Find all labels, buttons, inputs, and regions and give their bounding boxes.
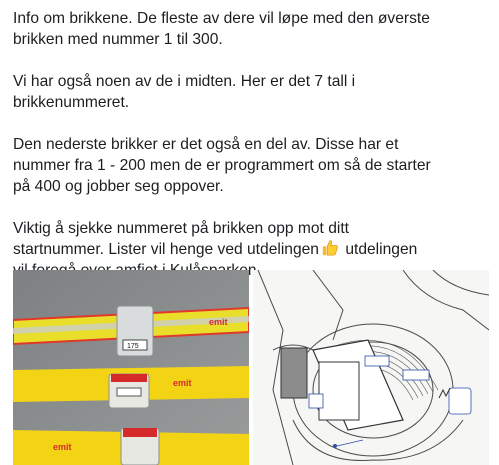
strap-logo: emit bbox=[173, 378, 192, 388]
chip-number: 175 bbox=[127, 343, 139, 350]
post-text bbox=[13, 8, 489, 302]
post-media-grid bbox=[13, 270, 489, 465]
park-map[interactable] bbox=[253, 270, 489, 465]
post-paragraph-4-part1: Viktig å sjekke nummeret på brikken opp mot ditt startnummer. Lister vil henge ved utdelingen bbox=[13, 220, 350, 258]
post-paragraph-2: Vi har også noen av de i midten. Her er det 7 tall i brikkenummeret. bbox=[13, 73, 356, 111]
thumbs-up-icon bbox=[321, 239, 339, 257]
chip-photo[interactable] bbox=[13, 270, 249, 465]
strap-logo: emit bbox=[209, 317, 228, 327]
post-paragraph-3: Den nederste brikker er det også en del av. Disse har et nummer fra 1 - 200 men de er programmert om så de starter på 400 og jobber seg oppover. bbox=[13, 136, 431, 195]
post-paragraph-4-part2: utdelingen bbox=[345, 241, 418, 258]
post-paragraph-1: Info om brikkene. De fleste av dere vil løpe med den øverste brikken med nummer 1 til 300. bbox=[13, 10, 430, 48]
strap-logo: emit bbox=[53, 442, 72, 452]
